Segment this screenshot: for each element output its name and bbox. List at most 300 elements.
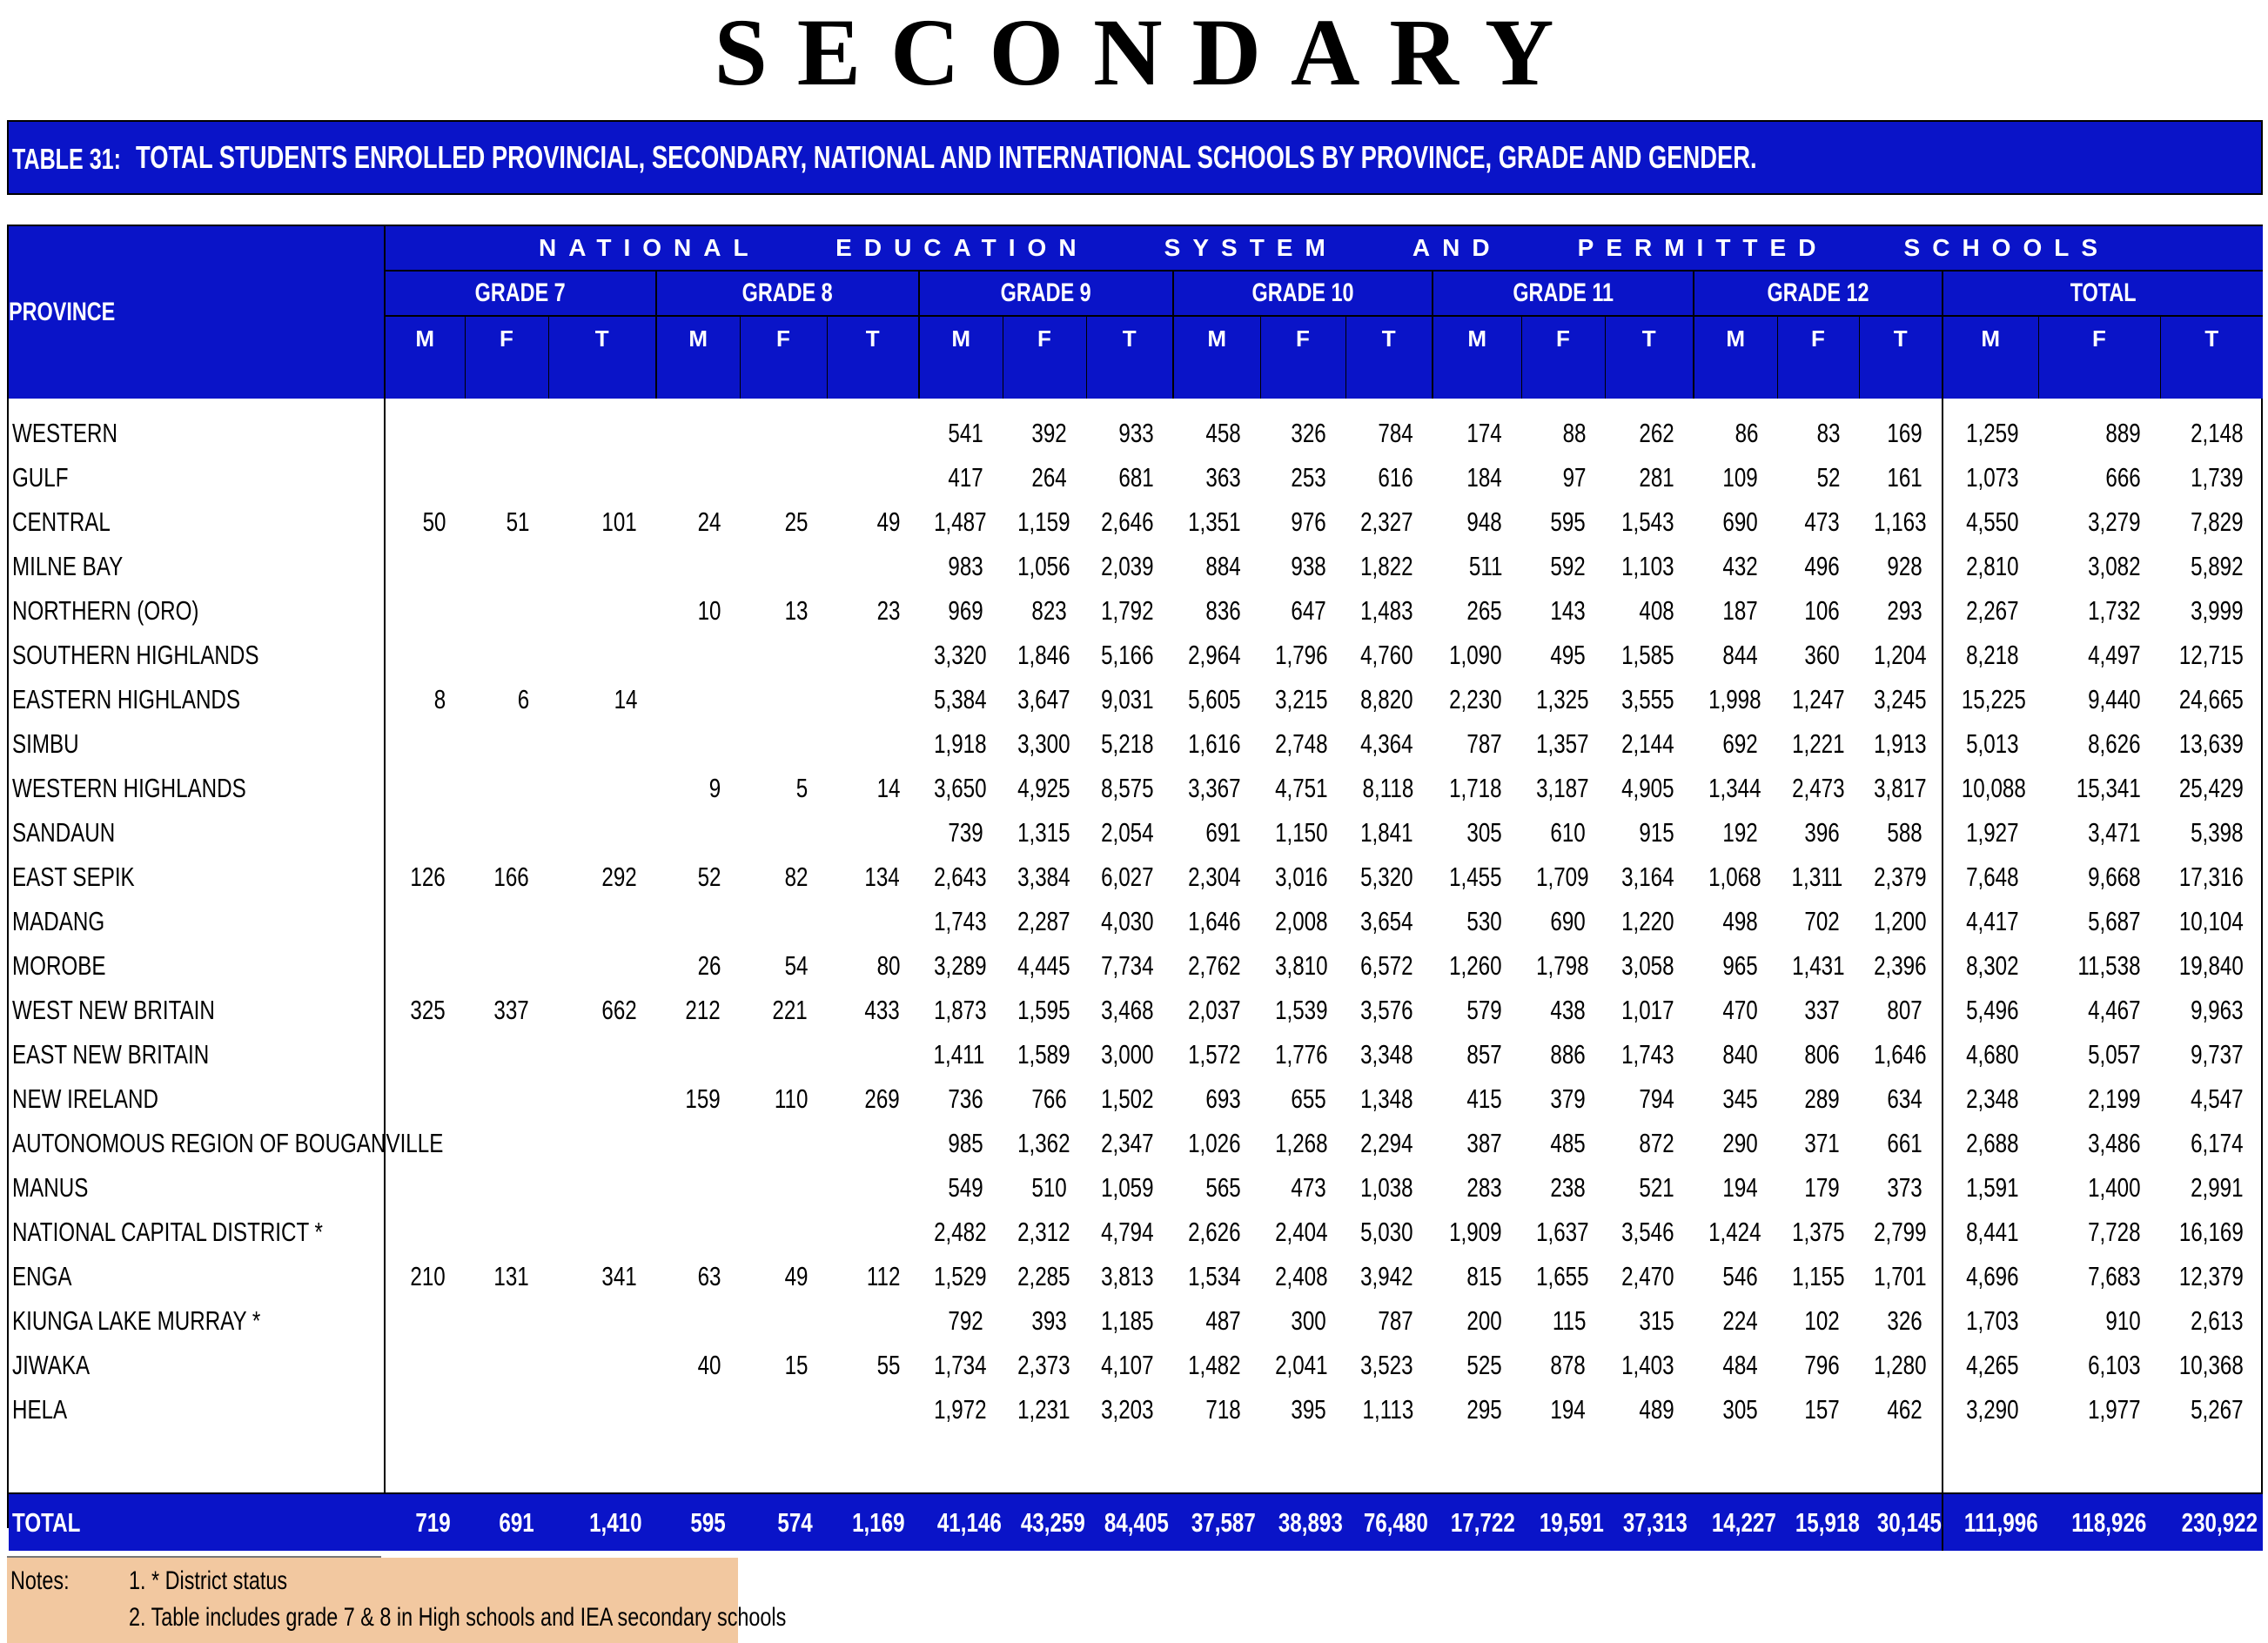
- table-cell: 9,737: [2191, 1038, 2245, 1070]
- table-cell: 24: [697, 506, 721, 537]
- table-cell: 1,259: [1943, 411, 2038, 455]
- table-cell: 115: [1552, 1304, 1586, 1336]
- table-cell: [740, 1121, 827, 1165]
- table-cell: [465, 721, 548, 766]
- table-cell: 1,529: [934, 1260, 987, 1291]
- table-row: [9, 766, 2263, 810]
- table-cell: 796: [1804, 1349, 1840, 1380]
- table-row: [9, 411, 2263, 455]
- table-cell: 872: [1639, 1127, 1674, 1158]
- table-cell: 2,347: [1101, 1127, 1154, 1158]
- table-cell: 325: [410, 994, 446, 1025]
- table-cell: [548, 899, 656, 943]
- table-cell: 647: [1291, 594, 1326, 626]
- sub-header-f: F: [2038, 316, 2160, 360]
- table-cell: 49: [876, 506, 900, 537]
- table-cell: 54: [784, 949, 808, 981]
- table-cell: 1,159: [1017, 506, 1070, 537]
- table-cell: 1,534: [1188, 1260, 1241, 1291]
- table-cell: [740, 1165, 827, 1210]
- table-caption: [7, 120, 2263, 195]
- table-cell: 484: [1722, 1349, 1758, 1380]
- table-cell: [548, 411, 656, 455]
- table-cell: 1,591: [1943, 1165, 2038, 1210]
- table-cell: 2,408: [1275, 1260, 1328, 1291]
- table-cell: 2,327: [1360, 506, 1413, 537]
- table-cell: [548, 1121, 656, 1165]
- table-cell: [385, 810, 465, 855]
- table-cell: 326: [1291, 417, 1326, 448]
- table-cell: 3,813: [1101, 1260, 1154, 1291]
- table-cell: 2,230: [1449, 683, 1502, 714]
- table-row: [9, 500, 2263, 544]
- table-cell: 6,174: [2191, 1127, 2245, 1158]
- table-cell: 19,840: [2179, 949, 2245, 981]
- table-row: [9, 1165, 2263, 1210]
- table-cell: 166: [493, 861, 529, 892]
- table-cell: 269: [864, 1083, 900, 1114]
- table-cell: 238: [1550, 1171, 1586, 1203]
- table-cell: [656, 721, 740, 766]
- table-cell: 878: [1550, 1349, 1586, 1380]
- table-cell: [656, 677, 740, 721]
- table-cell: 1,909: [1449, 1216, 1502, 1247]
- table-cell: [465, 1298, 548, 1343]
- table-cell: 690: [1550, 905, 1586, 936]
- table-cell: 292: [601, 861, 637, 892]
- table-cell: [827, 810, 919, 855]
- table-cell: 3,000: [1101, 1038, 1154, 1070]
- province-name: NATIONAL CAPITAL DISTRICT *: [9, 1210, 385, 1254]
- table-cell: 3,164: [1621, 861, 1674, 892]
- table-cell: 510: [1031, 1171, 1067, 1203]
- table-cell: 4,467: [2088, 994, 2141, 1025]
- table-cell: 1,655: [1536, 1260, 1589, 1291]
- table-cell: 784: [1378, 417, 1413, 448]
- table-cell: 1,311: [1791, 861, 1843, 892]
- table-cell: [465, 455, 548, 500]
- table-cell: 126: [410, 861, 446, 892]
- table-cell: 6,027: [1101, 861, 1154, 892]
- table-cell: 511: [1468, 550, 1502, 581]
- table-cell: 2,964: [1188, 639, 1241, 670]
- total-cell: 43,259: [1003, 1493, 1086, 1551]
- table-cell: 2,199: [2088, 1083, 2141, 1114]
- group-header-grade-8: GRADE 8: [656, 271, 919, 316]
- table-cell: [656, 544, 740, 588]
- table-cell: 693: [1205, 1083, 1241, 1114]
- page-title: SECONDARY: [714, 0, 1584, 105]
- table-cell: 2,470: [1621, 1260, 1674, 1291]
- table-cell: 2,287: [1017, 905, 1070, 936]
- total-cell: 230,922: [2160, 1493, 2263, 1551]
- table-cell: 2,312: [1017, 1216, 1070, 1247]
- table-cell: [656, 1298, 740, 1343]
- notes-label: Notes:: [10, 1566, 70, 1595]
- table-cell: 8,118: [1362, 772, 1413, 803]
- table-cell: 3,367: [1188, 772, 1241, 803]
- table-cell: 487: [1205, 1304, 1241, 1336]
- table-cell: 588: [1887, 816, 1922, 848]
- table-cell: 2,267: [1943, 588, 2038, 633]
- table-cell: [656, 810, 740, 855]
- table-cell: 1,362: [1017, 1127, 1070, 1158]
- table-cell: 2,294: [1360, 1127, 1413, 1158]
- table-cell: 373: [1887, 1171, 1922, 1203]
- table-cell: 134: [864, 861, 900, 892]
- table-cell: [465, 1210, 548, 1254]
- table-cell: 101: [601, 506, 637, 537]
- table-cell: 794: [1639, 1083, 1674, 1114]
- table-cell: 4,696: [1943, 1254, 2038, 1298]
- table-cell: 496: [1804, 550, 1840, 581]
- table-cell: 8,626: [2088, 728, 2141, 759]
- table-row: [9, 810, 2263, 855]
- table-row: [9, 943, 2263, 988]
- table-cell: 2,348: [1943, 1076, 2038, 1121]
- table-cell: 579: [1466, 994, 1502, 1025]
- table-cell: [827, 1298, 919, 1343]
- table-cell: 14: [876, 772, 900, 803]
- table-cell: 3,016: [1275, 861, 1328, 892]
- table-cell: 1,221: [1792, 728, 1845, 759]
- table-cell: 592: [1550, 550, 1586, 581]
- province-name: HELA: [9, 1387, 385, 1432]
- table-cell: [385, 1298, 465, 1343]
- table-row: [9, 1387, 2263, 1432]
- table-cell: 300: [1291, 1304, 1326, 1336]
- table-cell: 253: [1291, 461, 1326, 493]
- table-cell: 933: [1118, 417, 1154, 448]
- group-header-grade-11: GRADE 11: [1433, 271, 1694, 316]
- table-cell: 5,605: [1188, 683, 1241, 714]
- table-cell: [385, 943, 465, 988]
- table-cell: 49: [784, 1260, 808, 1291]
- table-cell: 1,743: [934, 905, 987, 936]
- table-cell: 473: [1291, 1171, 1326, 1203]
- table-cell: 26: [697, 949, 721, 981]
- group-header-grade-10: GRADE 10: [1173, 271, 1433, 316]
- table-cell: 3,215: [1275, 683, 1328, 714]
- enrolment-grid: [9, 226, 2263, 1551]
- table-cell: 787: [1466, 728, 1502, 759]
- table-cell: [465, 1076, 548, 1121]
- table-cell: 3,817: [1874, 772, 1927, 803]
- province-name: NEW IRELAND: [9, 1076, 385, 1121]
- table-cell: 815: [1466, 1260, 1502, 1291]
- total-cell: 118,926: [2038, 1493, 2160, 1551]
- table-cell: 224: [1722, 1304, 1758, 1336]
- sub-header-m: M: [1173, 316, 1260, 360]
- table-cell: 23: [876, 594, 900, 626]
- table-cell: [827, 1121, 919, 1165]
- table-cell: [465, 899, 548, 943]
- table-cell: 541: [948, 417, 983, 448]
- table-cell: [827, 633, 919, 677]
- table-cell: 337: [1804, 994, 1840, 1025]
- table-cell: 3,384: [1017, 861, 1070, 892]
- group-header-grade-9: GRADE 9: [919, 271, 1173, 316]
- table-cell: 1,718: [1449, 772, 1502, 803]
- total-cell: 19,591: [1521, 1493, 1605, 1551]
- sub-header-m: M: [1943, 316, 2038, 360]
- province-header: PROVINCE: [9, 226, 385, 399]
- table-cell: 82: [784, 861, 808, 892]
- total-cell: 84,405: [1086, 1493, 1173, 1551]
- table-cell: 1,090: [1449, 639, 1502, 670]
- table-cell: 1,056: [1017, 550, 1070, 581]
- table-cell: 2,404: [1275, 1216, 1328, 1247]
- table-cell: 13,639: [2179, 728, 2245, 759]
- table-header: [9, 226, 2263, 399]
- sub-header-m: M: [656, 316, 740, 360]
- table-row: [9, 1298, 2263, 1343]
- table-cell: 387: [1466, 1127, 1502, 1158]
- table-cell: 143: [1550, 594, 1586, 626]
- table-cell: 702: [1804, 905, 1840, 936]
- province-name: EASTERN HIGHLANDS: [9, 677, 385, 721]
- table-cell: 408: [1639, 594, 1674, 626]
- province-name: JIWAKA: [9, 1343, 385, 1387]
- table-cell: [385, 633, 465, 677]
- table-cell: 281: [1639, 461, 1674, 493]
- table-cell: 17,316: [2179, 861, 2245, 892]
- table-cell: 2,748: [1275, 728, 1328, 759]
- table-cell: [740, 1298, 827, 1343]
- table-cell: 1,424: [1708, 1216, 1761, 1247]
- table-cell: 379: [1550, 1083, 1586, 1114]
- total-cell: 17,722: [1433, 1493, 1521, 1551]
- table-row: [9, 677, 2263, 721]
- table-cell: 9,668: [2088, 861, 2141, 892]
- sub-header-f: F: [740, 316, 827, 360]
- table-caption-text: TOTAL STUDENTS ENROLLED PROVINCIAL, SECONDARY, NATIONAL AND INTERNATIONAL SCHOOLS BY PROVINCE, GRADE AND GENDER.: [136, 139, 1757, 175]
- table-cell: 661: [1887, 1127, 1922, 1158]
- table-cell: 283: [1466, 1171, 1502, 1203]
- table-cell: 2,991: [2191, 1171, 2245, 1203]
- table-cell: 5,320: [1360, 861, 1413, 892]
- table-cell: 221: [772, 994, 808, 1025]
- table-cell: 1,972: [934, 1393, 987, 1425]
- table-cell: 4,107: [1101, 1349, 1154, 1380]
- table-cell: 3,187: [1536, 772, 1589, 803]
- table-cell: 194: [1722, 1171, 1758, 1203]
- table-cell: 15,341: [2077, 772, 2141, 803]
- sub-header-m: M: [1694, 316, 1777, 360]
- table-cell: 88: [1562, 417, 1586, 448]
- table-cell: 1,357: [1536, 728, 1589, 759]
- table-cell: [385, 721, 465, 766]
- table-cell: 6,103: [2088, 1349, 2141, 1380]
- sub-header-t: T: [827, 316, 919, 360]
- table-cell: [548, 544, 656, 588]
- table-cell: 5,384: [934, 683, 987, 714]
- table-cell: 396: [1804, 816, 1840, 848]
- table-cell: 4,905: [1621, 772, 1674, 803]
- banner-header: NATIONAL EDUCATION SYSTEM AND PERMITTED SCHOOLS: [385, 226, 2263, 271]
- table-cell: 417: [948, 461, 983, 493]
- province-name: AUTONOMOUS REGION OF BOUGANVILLE: [9, 1121, 385, 1165]
- table-cell: 1,068: [1708, 861, 1761, 892]
- table-cell: [465, 544, 548, 588]
- table-cell: 264: [1031, 461, 1067, 493]
- table-cell: 2,643: [934, 861, 987, 892]
- table-cell: 844: [1722, 639, 1758, 670]
- table-cell: 3,348: [1360, 1038, 1413, 1070]
- total-row: [9, 1493, 2263, 1551]
- table-cell: 2,482: [934, 1216, 987, 1247]
- table-cell: 1,220: [1621, 905, 1674, 936]
- table-cell: 1,873: [934, 994, 987, 1025]
- province-name: SANDAUN: [9, 810, 385, 855]
- table-cell: 969: [948, 594, 983, 626]
- table-cell: [385, 1076, 465, 1121]
- province-name: MANUS: [9, 1165, 385, 1210]
- table-cell: 7,734: [1101, 949, 1154, 981]
- table-cell: [827, 1387, 919, 1432]
- sub-header-f: F: [1003, 316, 1086, 360]
- table-cell: 1,155: [1792, 1260, 1845, 1291]
- table-cell: [656, 899, 740, 943]
- table-cell: 766: [1031, 1083, 1067, 1114]
- table-cell: [827, 899, 919, 943]
- table-cell: [548, 588, 656, 633]
- table-cell: 8,575: [1101, 772, 1154, 803]
- table-cell: 3,647: [1017, 683, 1070, 714]
- total-cell: 30,145: [1859, 1493, 1943, 1551]
- table-cell: 857: [1466, 1038, 1502, 1070]
- table-cell: 616: [1378, 461, 1413, 493]
- table-cell: [656, 1387, 740, 1432]
- table-cell: 25,429: [2179, 772, 2245, 803]
- total-cell: 691: [465, 1493, 548, 1551]
- table-cell: 4,680: [1943, 1032, 2038, 1076]
- table-cell: 3,650: [934, 772, 987, 803]
- table-cell: 5,687: [2088, 905, 2141, 936]
- table-cell: 2,144: [1621, 728, 1674, 759]
- province-name: CENTRAL: [9, 500, 385, 544]
- table-cell: 1,637: [1536, 1216, 1589, 1247]
- table-cell: 5,030: [1360, 1216, 1413, 1247]
- table-cell: 8,302: [1943, 943, 2038, 988]
- table-row: [9, 544, 2263, 588]
- table-row: [9, 1076, 2263, 1121]
- table-cell: 80: [876, 949, 900, 981]
- table-cell: 9,031: [1101, 683, 1154, 714]
- table-cell: 7,829: [2191, 506, 2245, 537]
- table-cell: 485: [1550, 1127, 1586, 1158]
- table-cell: 13: [784, 594, 808, 626]
- table-cell: 6: [517, 683, 529, 714]
- table-row: [9, 1210, 2263, 1254]
- table-cell: 2,039: [1101, 550, 1154, 581]
- table-cell: 806: [1804, 1038, 1840, 1070]
- table-cell: [465, 633, 548, 677]
- table-cell: 498: [1722, 905, 1758, 936]
- table-cell: [465, 411, 548, 455]
- table-cell: 983: [948, 550, 983, 581]
- table-cell: 1,200: [1874, 905, 1927, 936]
- table-cell: 692: [1722, 728, 1758, 759]
- table-cell: [827, 1165, 919, 1210]
- table-cell: [656, 1032, 740, 1076]
- table-cell: 2,762: [1188, 949, 1241, 981]
- sub-header-t: T: [1605, 316, 1694, 360]
- table-cell: [740, 455, 827, 500]
- total-cell: 41,146: [919, 1493, 1003, 1551]
- total-cell: 14,227: [1694, 1493, 1777, 1551]
- table-cell: 415: [1466, 1083, 1502, 1114]
- table-cell: [548, 1387, 656, 1432]
- total-cell: 111,996: [1943, 1493, 2038, 1551]
- table-cell: 289: [1804, 1083, 1840, 1114]
- table-cell: 549: [948, 1171, 983, 1203]
- table-cell: [740, 411, 827, 455]
- table-cell: 3,058: [1621, 949, 1674, 981]
- table-cell: 1,247: [1792, 683, 1845, 714]
- province-name: SIMBU: [9, 721, 385, 766]
- table-cell: 2,285: [1017, 1260, 1070, 1291]
- table-cell: [827, 1032, 919, 1076]
- table-cell: [548, 766, 656, 810]
- table-cell: 179: [1804, 1171, 1840, 1203]
- table-cell: 1,150: [1275, 816, 1328, 848]
- table-cell: 112: [866, 1260, 900, 1291]
- note-2: 2. Table includes grade 7 & 8 in High schools and IEA secondary schools: [129, 1603, 787, 1632]
- table-row: [9, 721, 2263, 766]
- table-cell: 1,646: [1874, 1038, 1927, 1070]
- table-row: [9, 1343, 2263, 1387]
- sub-header-t: T: [1345, 316, 1433, 360]
- table-cell: 1,616: [1188, 728, 1241, 759]
- table-cell: 948: [1466, 506, 1502, 537]
- table-cell: 10,088: [1943, 766, 2038, 810]
- province-name: NORTHERN (ORO): [9, 588, 385, 633]
- table-cell: [740, 677, 827, 721]
- table-row: [9, 1032, 2263, 1076]
- table-cell: 521: [1639, 1171, 1674, 1203]
- table-cell: 886: [1550, 1038, 1586, 1070]
- enrolment-table: [7, 225, 2263, 1538]
- table-cell: 1,483: [1360, 594, 1413, 626]
- table-cell: 12,715: [2179, 639, 2245, 670]
- province-name: GULF: [9, 455, 385, 500]
- table-cell: 2,613: [2191, 1304, 2245, 1336]
- table-cell: 985: [948, 1127, 983, 1158]
- table-cell: [385, 1165, 465, 1210]
- table-cell: 1,703: [1943, 1298, 2038, 1343]
- table-cell: 1,017: [1621, 994, 1674, 1025]
- table-cell: 8,218: [1943, 633, 2038, 677]
- table-row: [9, 988, 2263, 1032]
- table-cell: [465, 588, 548, 633]
- table-cell: 1,348: [1360, 1083, 1413, 1114]
- table-cell: 371: [1804, 1127, 1840, 1158]
- table-cell: 110: [774, 1083, 808, 1114]
- table-cell: 10,368: [2179, 1349, 2245, 1380]
- table-cell: 345: [1722, 1083, 1758, 1114]
- sub-header-f: F: [1777, 316, 1859, 360]
- table-cell: 1,163: [1874, 506, 1927, 537]
- table-cell: 40: [697, 1349, 721, 1380]
- table-cell: [465, 1165, 548, 1210]
- table-cell: 5,013: [1943, 721, 2038, 766]
- province-name: MOROBE: [9, 943, 385, 988]
- table-cell: 2,626: [1188, 1216, 1241, 1247]
- total-cell: 574: [740, 1493, 827, 1551]
- table-cell: 595: [1550, 506, 1586, 537]
- table-cell: 2,008: [1275, 905, 1328, 936]
